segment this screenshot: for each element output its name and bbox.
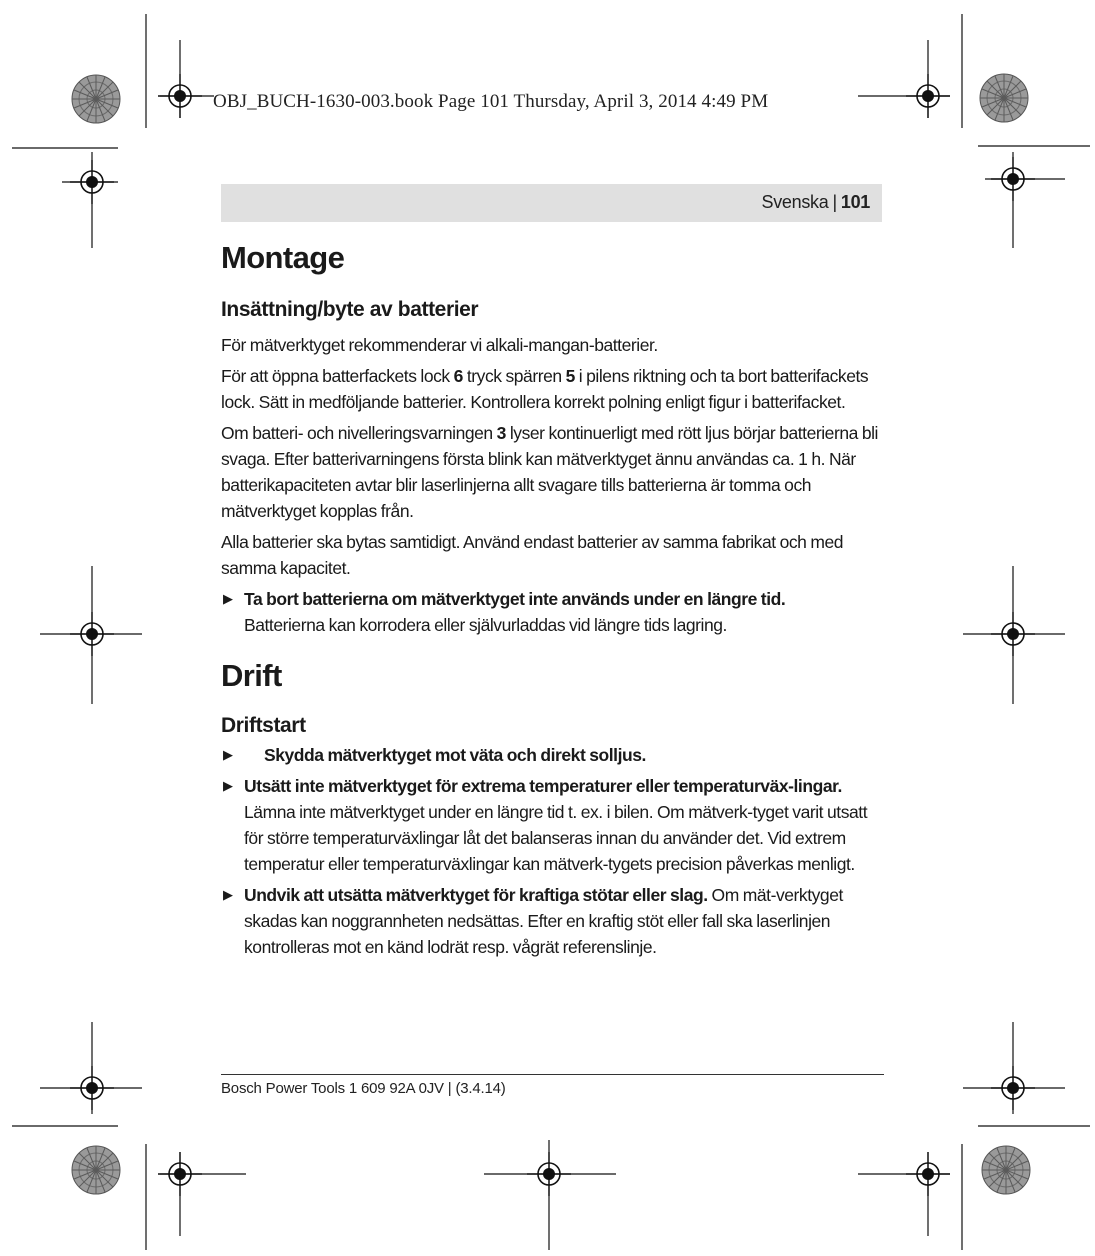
paragraph-open-battery-lid: För att öppna batterfackets lock 6 tryck spärren 5 i pilens riktning och ta bort batterifackets lock. Sätt in medföljande batterier. Kontrollera korrekt polning enligt figur i batterifacket. xyxy=(221,366,869,412)
page-body xyxy=(221,238,883,965)
page-number: 101 xyxy=(840,192,870,212)
section-title-montage: Montage xyxy=(221,240,345,275)
bullet-arrow-icon: ▶ xyxy=(223,887,233,902)
section-title-drift: Drift xyxy=(221,658,282,693)
subheading-batteries: Insättning/byte av batterier xyxy=(221,298,479,321)
page-footer: Bosch Power Tools 1 609 92A 0JV | (3.4.14) xyxy=(221,1080,506,1097)
safety-bullet-remove-batteries: ▶ Ta bort batterierna om mätverktyget inte används under en längre tid. Batterierna kan korrodera eller självurladdas vid längre tids lagring. xyxy=(223,589,786,635)
color-rosette-icon xyxy=(72,75,120,123)
color-rosette-icon xyxy=(982,1146,1030,1194)
subheading-driftstart: Driftstart xyxy=(221,714,306,737)
header-language: Svenska xyxy=(761,192,829,212)
bullet-arrow-icon: ▶ xyxy=(223,747,233,762)
safety-bullet-temperature: ▶ Utsätt inte mätverktyget för extrema temperaturer eller temperaturväx-lingar. Lämna inte mätverktyget under en längre tid t. ex. i bilen. Om mätverk-tyget varit utsatt för större temperaturväxlingar låt det balanseras innan du använder det. Vid extrem temperatur eller temperaturväxlingar kan mätverk-tygets precision påverkas menligt. xyxy=(223,776,868,874)
bullet-arrow-icon: ▶ xyxy=(223,591,233,606)
safety-bullet-protect-from-moisture: ▶ Skydda mätverktyget mot väta och direkt solljus. xyxy=(223,745,646,765)
paragraph-battery-recommendation: För mätverktyget rekommenderar vi alkali-mangan-batterier. xyxy=(221,335,658,355)
ref-number: 5 xyxy=(565,366,575,386)
print-slug-line: OBJ_BUCH-1630-003.book Page 101 Thursday, April 3, 2014 4:49 PM xyxy=(213,91,769,112)
header-separator: | xyxy=(832,192,837,212)
color-rosette-icon xyxy=(72,1146,120,1194)
ref-number: 3 xyxy=(496,423,506,443)
safety-bullet-impacts: ▶ Undvik att utsätta mätverktyget för kraftiga stötar eller slag. Om mät-verktyget skadas kan noggrannheten nedsättas. Efter en kraftig stöt eller fall ska laserlinjen kontrolleras mot en känd lodrät resp. vågrät referenslinje. xyxy=(223,885,843,957)
running-header xyxy=(762,192,870,213)
page-header-bar xyxy=(221,184,882,222)
bullet-arrow-icon: ▶ xyxy=(223,778,233,793)
ref-number: 6 xyxy=(453,366,463,386)
footer-rule xyxy=(221,1074,884,1075)
paragraph-replace-all-batteries: Alla batterier ska bytas samtidigt. Använd endast batterier av samma fabrikat och med samma kapacitet. xyxy=(221,532,844,578)
paragraph-battery-warning: Om batteri- och nivelleringsvarningen 3 lyser kontinuerligt med rött ljus börjar batterierna bli svaga. Efter batterivarningens första blink kan mätverktyget ännu användas ca. 1 h. När batterikapaciteten avtar blir laserlinjerna allt svagare tills batterierna är tomma och mätverktyget kopplas från. xyxy=(221,423,878,521)
color-rosette-icon xyxy=(980,74,1028,122)
